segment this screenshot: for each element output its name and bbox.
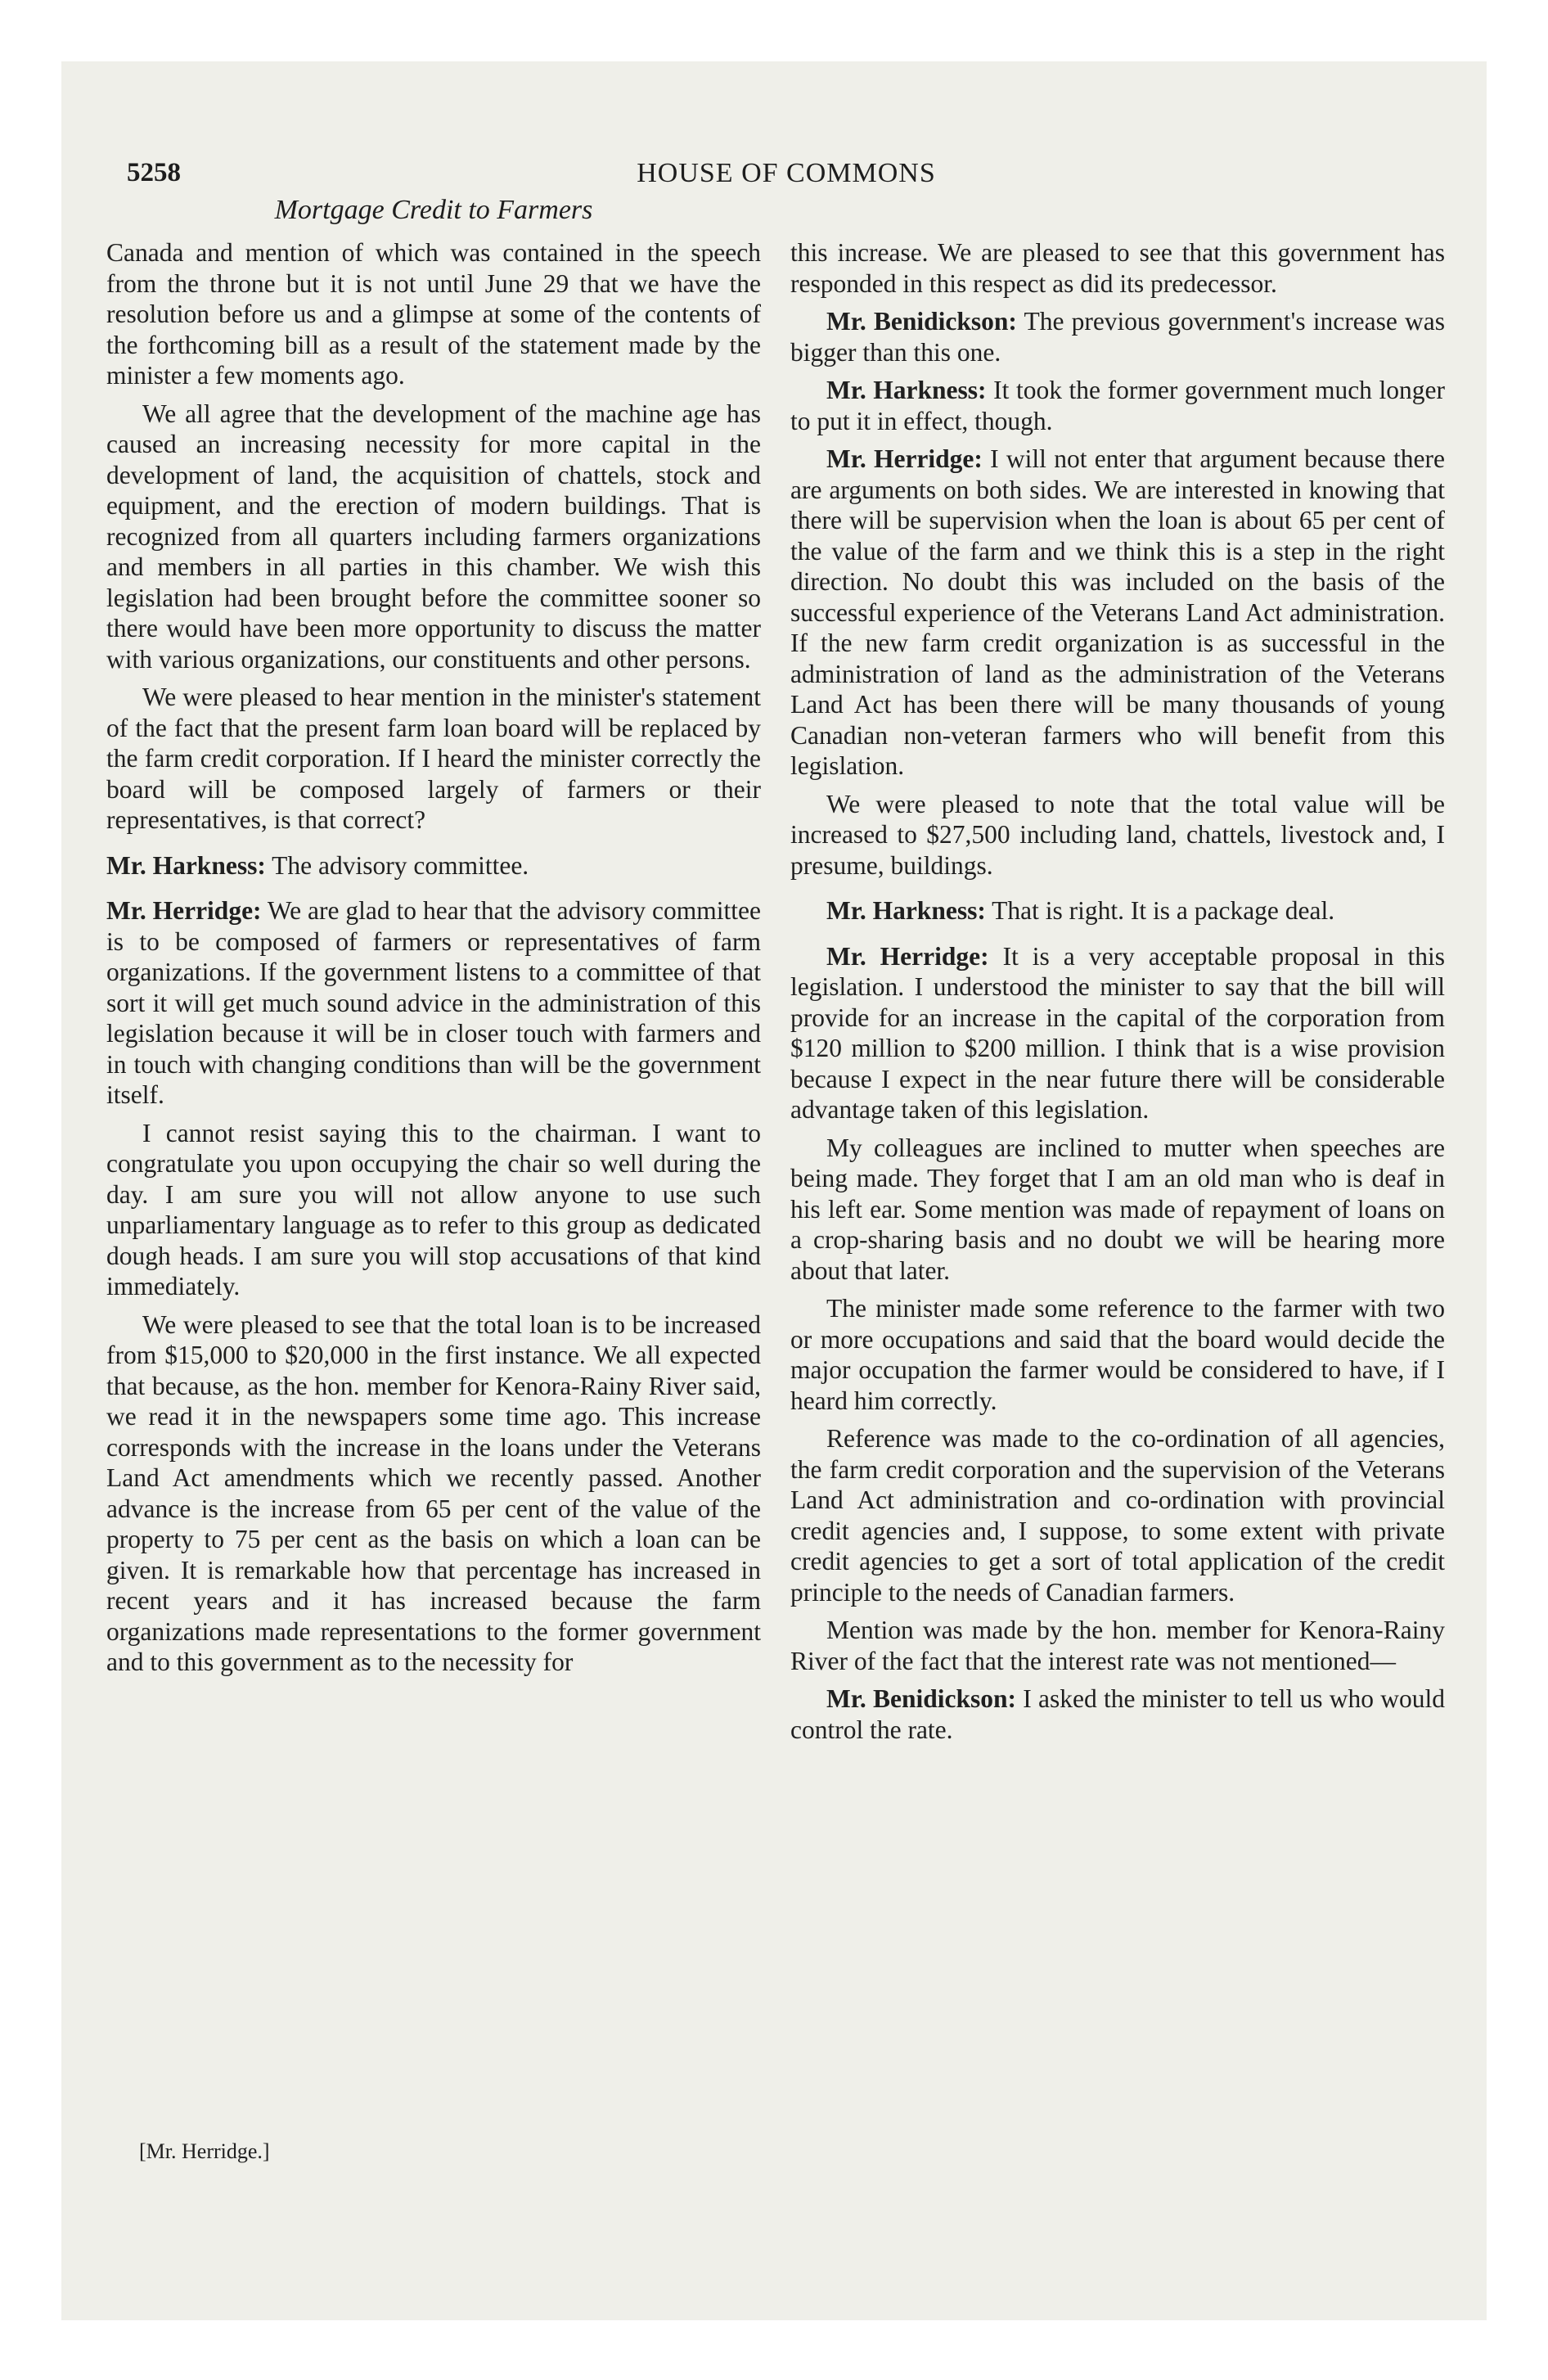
paragraph-text: We were pleased to hear mention in the minister's statement of the fact that the present farm loan board will be replaced by the farm credit corporation. If I heard the minister correctly the board will be composed largely of farmers or their representatives, is that correct?	[106, 683, 761, 834]
paragraph-text: It took the former government much longer to put it in effect, though.	[790, 376, 1445, 435]
paragraph-text: That is right. It is a package deal.	[992, 896, 1335, 925]
paragraph	[790, 237, 1445, 299]
paragraph	[790, 941, 1445, 1125]
paragraph-text: We were pleased to note that the total value will be increased to $27,500 including land, chattels, livestock and, I presume, buildings.	[790, 789, 1445, 880]
speaker-name: Mr. Herridge:	[826, 941, 989, 971]
paragraph-text: The previous government's increase was bigger than this one.	[790, 307, 1446, 367]
paragraph	[106, 682, 761, 836]
paragraph	[790, 444, 1445, 782]
paragraph	[790, 1133, 1445, 1287]
speaker-name: Mr. Herridge:	[826, 444, 983, 473]
paragraph	[790, 1615, 1445, 1676]
section-heading: Mortgage Credit to Farmers	[274, 195, 593, 225]
paragraph	[106, 1309, 761, 1678]
speaker-name: Mr. Harkness:	[106, 850, 266, 880]
paragraph	[790, 306, 1445, 367]
paragraph	[106, 1118, 761, 1302]
paragraph	[790, 895, 1445, 926]
paragraph	[790, 1293, 1445, 1416]
paragraph-text: The advisory committee.	[272, 850, 529, 880]
paragraph-text: We were pleased to see that the total loan is to be increased from $15,000 to $20,000 in the first instance. We all expected that because, as the hon. member for Kenora-Rainy River said, we read it in the newspapers some time ago. This increase corresponds with the increase in the loans under the Veterans Land Act amendments which we recently passed. Another advance is the increase from 65 per cent of the value of the property to 75 per cent as the basis on which a loan can be given. It is remarkable how that percentage has increased in recent years and it has increased because the farm organizations made representations to the former government and to this government as to the necessity for	[106, 1309, 761, 1676]
speaker-name: Mr. Benidickson:	[826, 1684, 1017, 1713]
paragraph-text: We all agree that the development of the machine age has caused an increasing necessity for more capital in the development of land, the acquisition of chattels, stock and equipment, and the erection of modern buildings. That is recognized from all quarters including farmers organizations and members in all parties in this chamber. We wish this legislation had been brought before the committee sooner so there would have been more opportunity to discuss the matter with various organizations, our constituents and other persons.	[106, 399, 761, 674]
speaker-name: Mr. Benidickson:	[826, 307, 1017, 336]
paragraph	[106, 850, 761, 881]
paragraph	[790, 1684, 1445, 1745]
paragraph-text: Reference was made to the co-ordination of all agencies, the farm credit corporation and the supervision of the Veterans Land Act administration and co-ordination with provincial credit agencies and, I suppose, to some extent with private credit agencies to get a sort of total application of the credit principle to the needs of Canadian farmers.	[790, 1424, 1445, 1607]
paragraph	[790, 375, 1445, 436]
paragraph-text: Canada and mention of which was contained in the speech from the throne but it is not until June 29 that we have the resolution before us and a glimpse at some of the contents of the forthcoming bill as a result of the statement made by the minister a few moments ago.	[106, 238, 761, 390]
left-column	[106, 237, 761, 1685]
paragraph-text: this increase. We are pleased to see that this government has responded in this respect as did its predecessor.	[790, 238, 1445, 298]
footer-speaker-note: [Mr. Herridge.]	[139, 2139, 270, 2163]
paragraph-text: The minister made some reference to the farmer with two or more occupations and said that the board would decide the major occupation the farmer would be considered to have, if I heard him correctly.	[790, 1294, 1445, 1415]
page-header	[127, 158, 1446, 199]
speaker-name: Mr. Herridge:	[106, 896, 262, 925]
speaker-name: Mr. Harkness:	[826, 896, 986, 925]
paragraph	[106, 895, 761, 1111]
paragraph-text: Mention was made by the hon. member for Kenora-Rainy River of the fact that the interest rate was not mentioned—	[790, 1616, 1445, 1675]
paragraph-text: I asked the minister to tell us who would control the rate.	[790, 1684, 1446, 1744]
paragraph-text: It is a very acceptable proposal in this legislation. I understood the minister to say that the bill will provide for an increase in the capital of the corporation from $120 million to $200 million. I think that is a wise provision because I expect in the near future there will be considerable advantage taken of this legislation.	[790, 941, 1446, 1124]
right-column	[790, 237, 1445, 1752]
paragraph	[790, 789, 1445, 881]
paragraph	[106, 237, 761, 391]
paragraph-text: We are glad to hear that the advisory committee is to be composed of farmers or representatives of farm organizations. If the government listens to a committee of that sort it will get much sound advice in the administration of this legislation because it will be in closer touch with farmers and in touch with changing conditions than will be the government itself.	[106, 896, 762, 1109]
paragraph-text: My colleagues are inclined to mutter when speeches are being made. They forget that I am an old man who is deaf in his left ear. Some mention was made of repayment of loans on a crop-sharing basis and no doubt we will be hearing more about that later.	[790, 1133, 1445, 1285]
paragraph-text: I will not enter that argument because there are arguments on both sides. We are interested in knowing that there will be supervision when the loan is about 65 per cent of the value of the farm and we think this is a step in the right direction. No doubt this was included on the basis of the successful experience of the Veterans Land Act administration. If the new farm credit organization is as successful in the administration of land as the administration of the Veterans Land Act has been there will be many thousands of young Canadian non-veteran farmers who will benefit from this legislation.	[790, 444, 1445, 780]
paragraph-text: I cannot resist saying this to the chairman. I want to congratulate you upon occupying the chair so well during the day. I am sure you will not allow anyone to use such unparliamentary language as to refer to this group as dedicated dough heads. I am sure you will stop accusations of that kind immediately.	[106, 1118, 761, 1300]
page-number: 5258	[127, 158, 181, 187]
running-head: HOUSE OF COMMONS	[637, 158, 936, 188]
paragraph	[106, 399, 761, 675]
speaker-name: Mr. Harkness:	[826, 376, 987, 404]
paragraph	[790, 1423, 1445, 1607]
